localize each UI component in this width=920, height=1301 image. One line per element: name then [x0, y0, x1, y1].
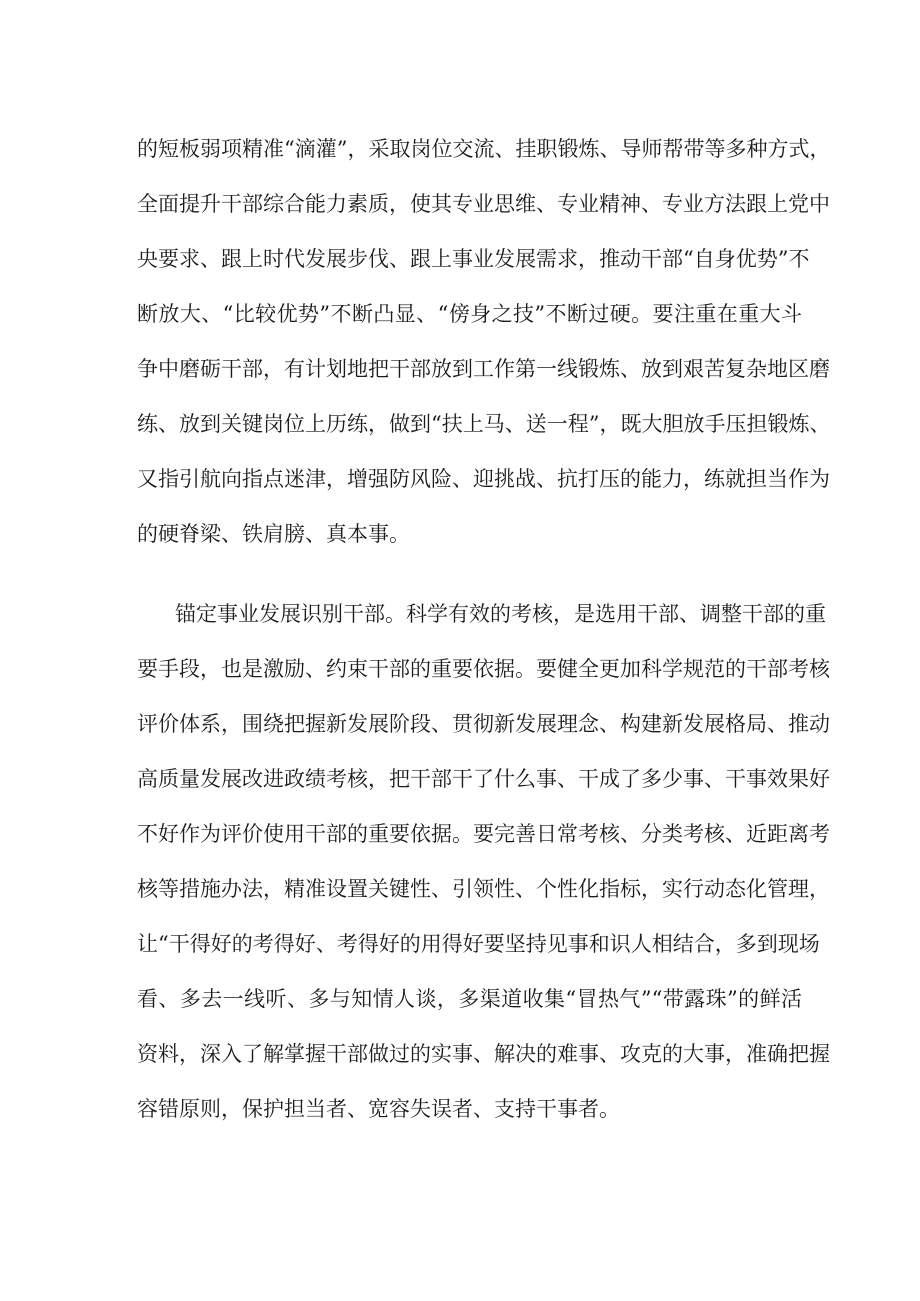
- paragraph-line: 的短板弱项精准“滴灌”，采取岗位交流、挂职锻炼、导师帮带等多种方式，: [137, 137, 831, 161]
- paragraph-line: 看、多去一线听、多与知情人谈，多渠道收集“冒热气”“带露珠”的鲜活: [137, 987, 802, 1011]
- paragraph-line: 央要求、跟上时代发展步伐、跟上事业发展需求，推动干部“自身优势”不: [137, 247, 810, 271]
- paragraph-line: 让“干得好的考得好、考得好的用得好要坚持见事和识人相结合，多到现场: [137, 932, 820, 956]
- paragraph-line: 资料，深入了解掌握干部做过的实事、解决的难事、攻克的大事，准确把握: [137, 1042, 830, 1066]
- paragraph-line: 核等措施办法，精准设置关键性、引领性、个性化指标，实行动态化管理，: [137, 877, 830, 901]
- paragraph-line: 要手段，也是激励、约束干部的重要依据。要健全更加科学规范的干部考核: [137, 657, 830, 681]
- paragraph-line: 锚定事业发展识别干部。科学有效的考核，是选用干部、调整干部的重: [175, 602, 826, 626]
- paragraph-line: 不好作为评价使用干部的重要依据。要完善日常考核、分类考核、近距离考: [137, 822, 830, 846]
- paragraph-line: 又指引航向指点迷津，增强防风险、迎挑战、抗打压的能力，练就担当作为: [137, 467, 830, 491]
- paragraph-line: 争中磨砺干部，有计划地把干部放到工作第一线锻炼、放到艰苦复杂地区磨: [137, 357, 830, 381]
- paragraph-line: 的硬脊梁、铁肩膀、真本事。: [137, 522, 410, 546]
- paragraph-line: 全面提升干部综合能力素质，使其专业思维、专业精神、专业方法跟上党中: [137, 192, 830, 216]
- paragraph-line: 练、放到关键岗位上历练，做到“扶上马、送一程”，既大胆放手压担锻炼、: [137, 412, 831, 436]
- paragraph-line: 高质量发展改进政绩考核，把干部干了什么事、干成了多少事、干事效果好: [137, 767, 830, 791]
- paragraph-line: 评价体系，围绕把握新发展阶段、贯彻新发展理念、构建新发展格局、推动: [137, 712, 830, 736]
- paragraph-line: 容错原则，保护担当者、宽容失误者、支持干事者。: [137, 1097, 620, 1121]
- paragraph-line: 断放大、“比较优势”不断凸显、“傍身之技”不断过硬。要注重在重大斗: [137, 302, 802, 326]
